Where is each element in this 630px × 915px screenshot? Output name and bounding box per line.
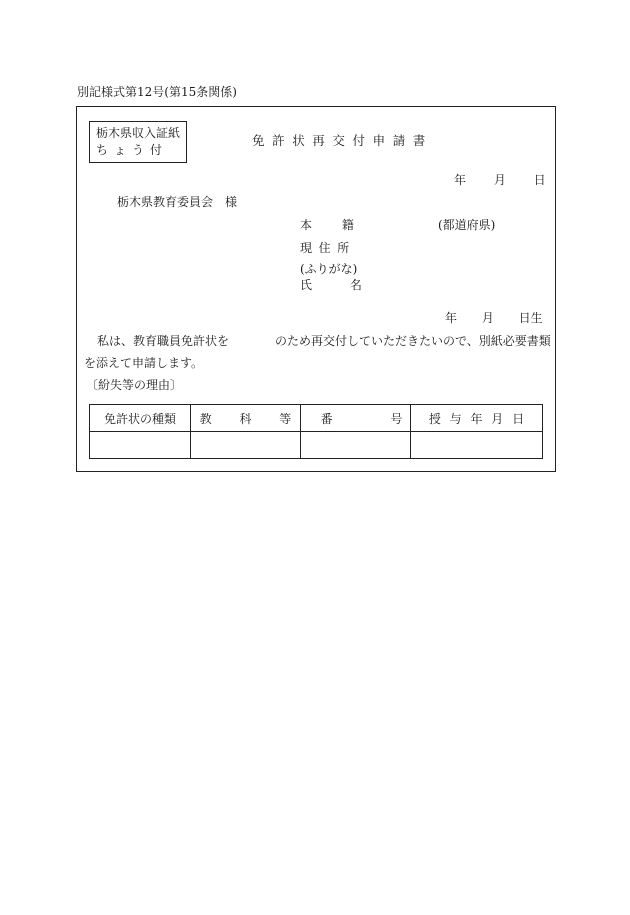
cell-subject[interactable] [191, 432, 301, 459]
header-license-type [90, 405, 191, 432]
name-label: 氏 名 [300, 278, 362, 292]
header-subject [191, 405, 301, 432]
license-table [89, 404, 543, 459]
addressee: 栃木県教育委員会 [117, 195, 214, 209]
header-number-text: 番 号 [320, 411, 403, 426]
furigana-label: (ふりがな) [300, 262, 358, 276]
birth-date-line: 年 月 日生 [445, 311, 543, 325]
prefecture-label: (都道府県) [438, 218, 496, 232]
stamp-label-line1: 栃木県収入証紙 [96, 126, 181, 140]
table-row [90, 432, 543, 459]
stamp-label-line2: ちょう付 [96, 143, 169, 157]
header-subject-text: 教 科 等 [199, 411, 292, 426]
addressee-honorific: 様 [225, 195, 238, 209]
request-text-start: 私は、教育職員免許状を [97, 334, 230, 348]
application-date: 年 月 日 [454, 173, 546, 187]
header-number [301, 405, 411, 432]
document-title: 免許状再交付申請書 [252, 133, 433, 148]
header-license-type-text: 免許状の種類 [103, 411, 176, 426]
table-header-row [90, 405, 543, 432]
header-grant-date-text: 授 与 年 月 日 [428, 411, 525, 426]
cell-license-type[interactable] [90, 432, 191, 459]
current-address-label: 現住所 [300, 241, 356, 255]
header-grant-date [411, 405, 543, 432]
request-text-end: のため再交付していただきたいので、別紙必要書類 [275, 334, 551, 348]
reason-label: 〔紛失等の理由〕 [86, 378, 183, 392]
request-text-line2: を添えて申請します。 [84, 356, 204, 370]
cell-number[interactable] [301, 432, 411, 459]
form-reference: 別記様式第12号(第15条関係) [77, 85, 237, 99]
registered-domicile-label: 本 籍 [300, 218, 354, 232]
cell-grant-date[interactable] [411, 432, 543, 459]
